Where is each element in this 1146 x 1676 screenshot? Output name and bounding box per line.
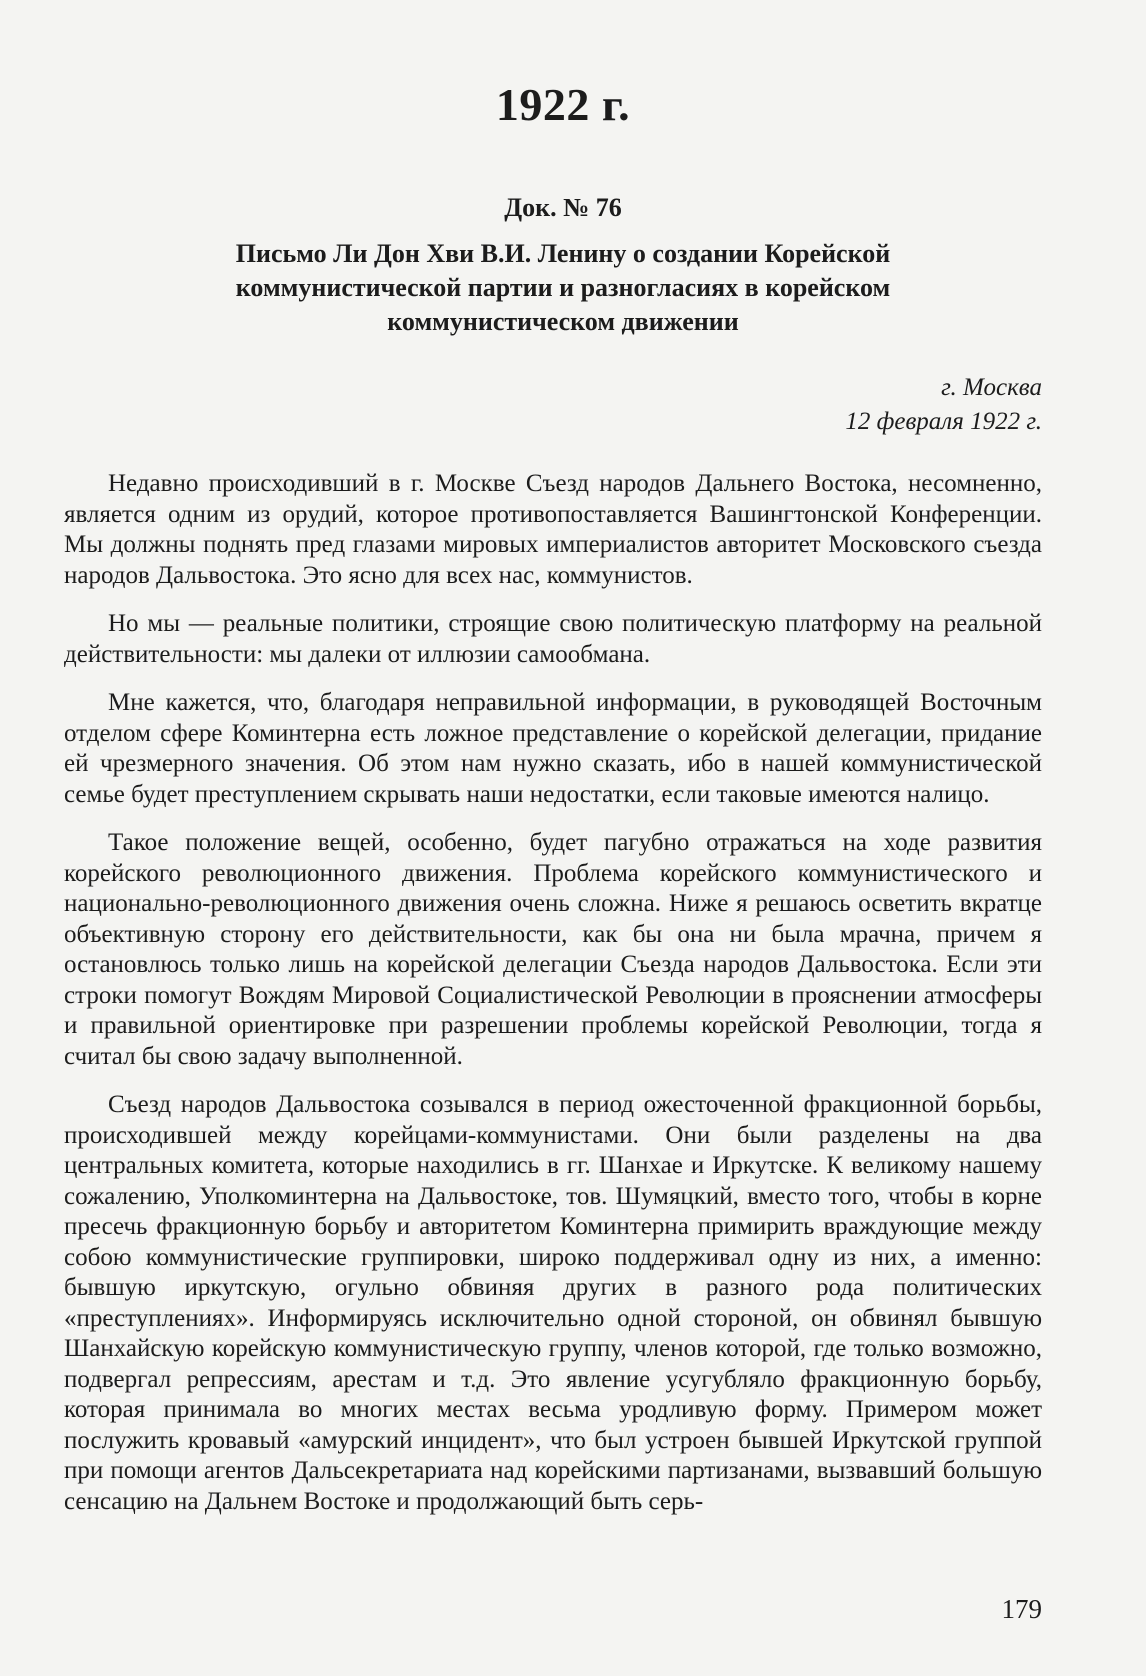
body-paragraph: Такое положение вещей, особенно, будет пагубно отражаться на ходе развития корейского революционного движения. Проблема корейского коммунистического и национально-революционного движения очень сложна. Ниже я решаюсь осветить вкратце объективную сторону его действительности, как бы она ни была мрачна, причем я остановлюсь только лишь на корейской делегации Съезда народов Дальвостока. Если эти строки помогут Вождям Мировой Социалистической Революции в прояснении атмосферы и правильной ориентировке при разрешении проблемы корейской Революции, тогда я считал бы свою задачу выполненной. bbox=[64, 829, 1042, 1070]
place-and-date bbox=[64, 371, 1042, 439]
document-title-line: коммунистическом движении bbox=[387, 307, 739, 336]
document-title-line: коммунистической партии и разногласиях в корейском bbox=[235, 273, 891, 302]
page-number: 179 bbox=[1001, 1594, 1042, 1624]
document-title-line: Письмо Ли Дон Хви В.И. Ленину о создании Корейской bbox=[235, 239, 891, 268]
body-paragraph: Но мы — реальные политики, строящие свою политическую платформу на реальной действительности: мы далеки от иллюзии самообмана. bbox=[64, 610, 1042, 668]
document-place: г. Москва bbox=[941, 374, 1042, 401]
section-year-heading: 1922 г. bbox=[495, 79, 631, 130]
document-title bbox=[64, 237, 1042, 339]
document-date: 12 февраля 1922 г. bbox=[845, 408, 1042, 435]
body-paragraph: Недавно происходивший в г. Москве Съезд народов Дальнего Востока, несомненно, является одним из орудий, которое противопоставляется Вашингтонской Конференции. Мы должны поднять пред глазами мировых империалистов авторитет Московского съезда народов Дальвостока. Это ясно для всех нас, коммунистов. bbox=[64, 470, 1042, 589]
letter-body bbox=[64, 469, 1042, 1517]
body-paragraph: Мне кажется, что, благодаря неправильной информации, в руководящей Восточным отделом сфере Коминтерна есть ложное представление о корейской делегации, придание ей чрезмерного значения. Об этом нам нужно сказать, ибо в нашей коммунистической семье будет преступлением скрывать наши недостатки, если таковые имеются налицо. bbox=[64, 689, 1042, 808]
document-number: Док. № 76 bbox=[504, 193, 622, 222]
body-paragraph: Съезд народов Дальвостока созывался в период ожесточенной фракционной борьбы, происходившей между корейцами-коммунистами. Они были разделены на два центральных комитета, которые находились в гг. Шанхае и Иркутске. К великому нашему сожалению, Уполкоминтерна на Дальвостоке, тов. Шумяцкий, вместо того, чтобы в корне пресечь фракционную борьбу и авторитетом Коминтерна примирить враждующие между собою коммунистические группировки, широко поддерживал одну из них, а именно: бывшую иркутскую, огульно обвиняя других в разного рода политических «преступлениях». Информируясь исключительно одной стороной, он обвинял бывшую Шанхайскую корейскую коммунистическую группу, членов которой, где только возможно, подвергал репрессиям, арестам и т.д. Это явление усугубляло фракционную борьбу, которая принимала во многих местах весьма уродливую форму. Примером может послужить кровавый «амурский инцидент», что был устроен бывшей Иркутской группой при помощи агентов Дальсекретариата над корейскими партизанами, вызвавший большую сенсацию на Дальнем Востоке и продолжающий быть серь- bbox=[64, 1091, 1042, 1515]
